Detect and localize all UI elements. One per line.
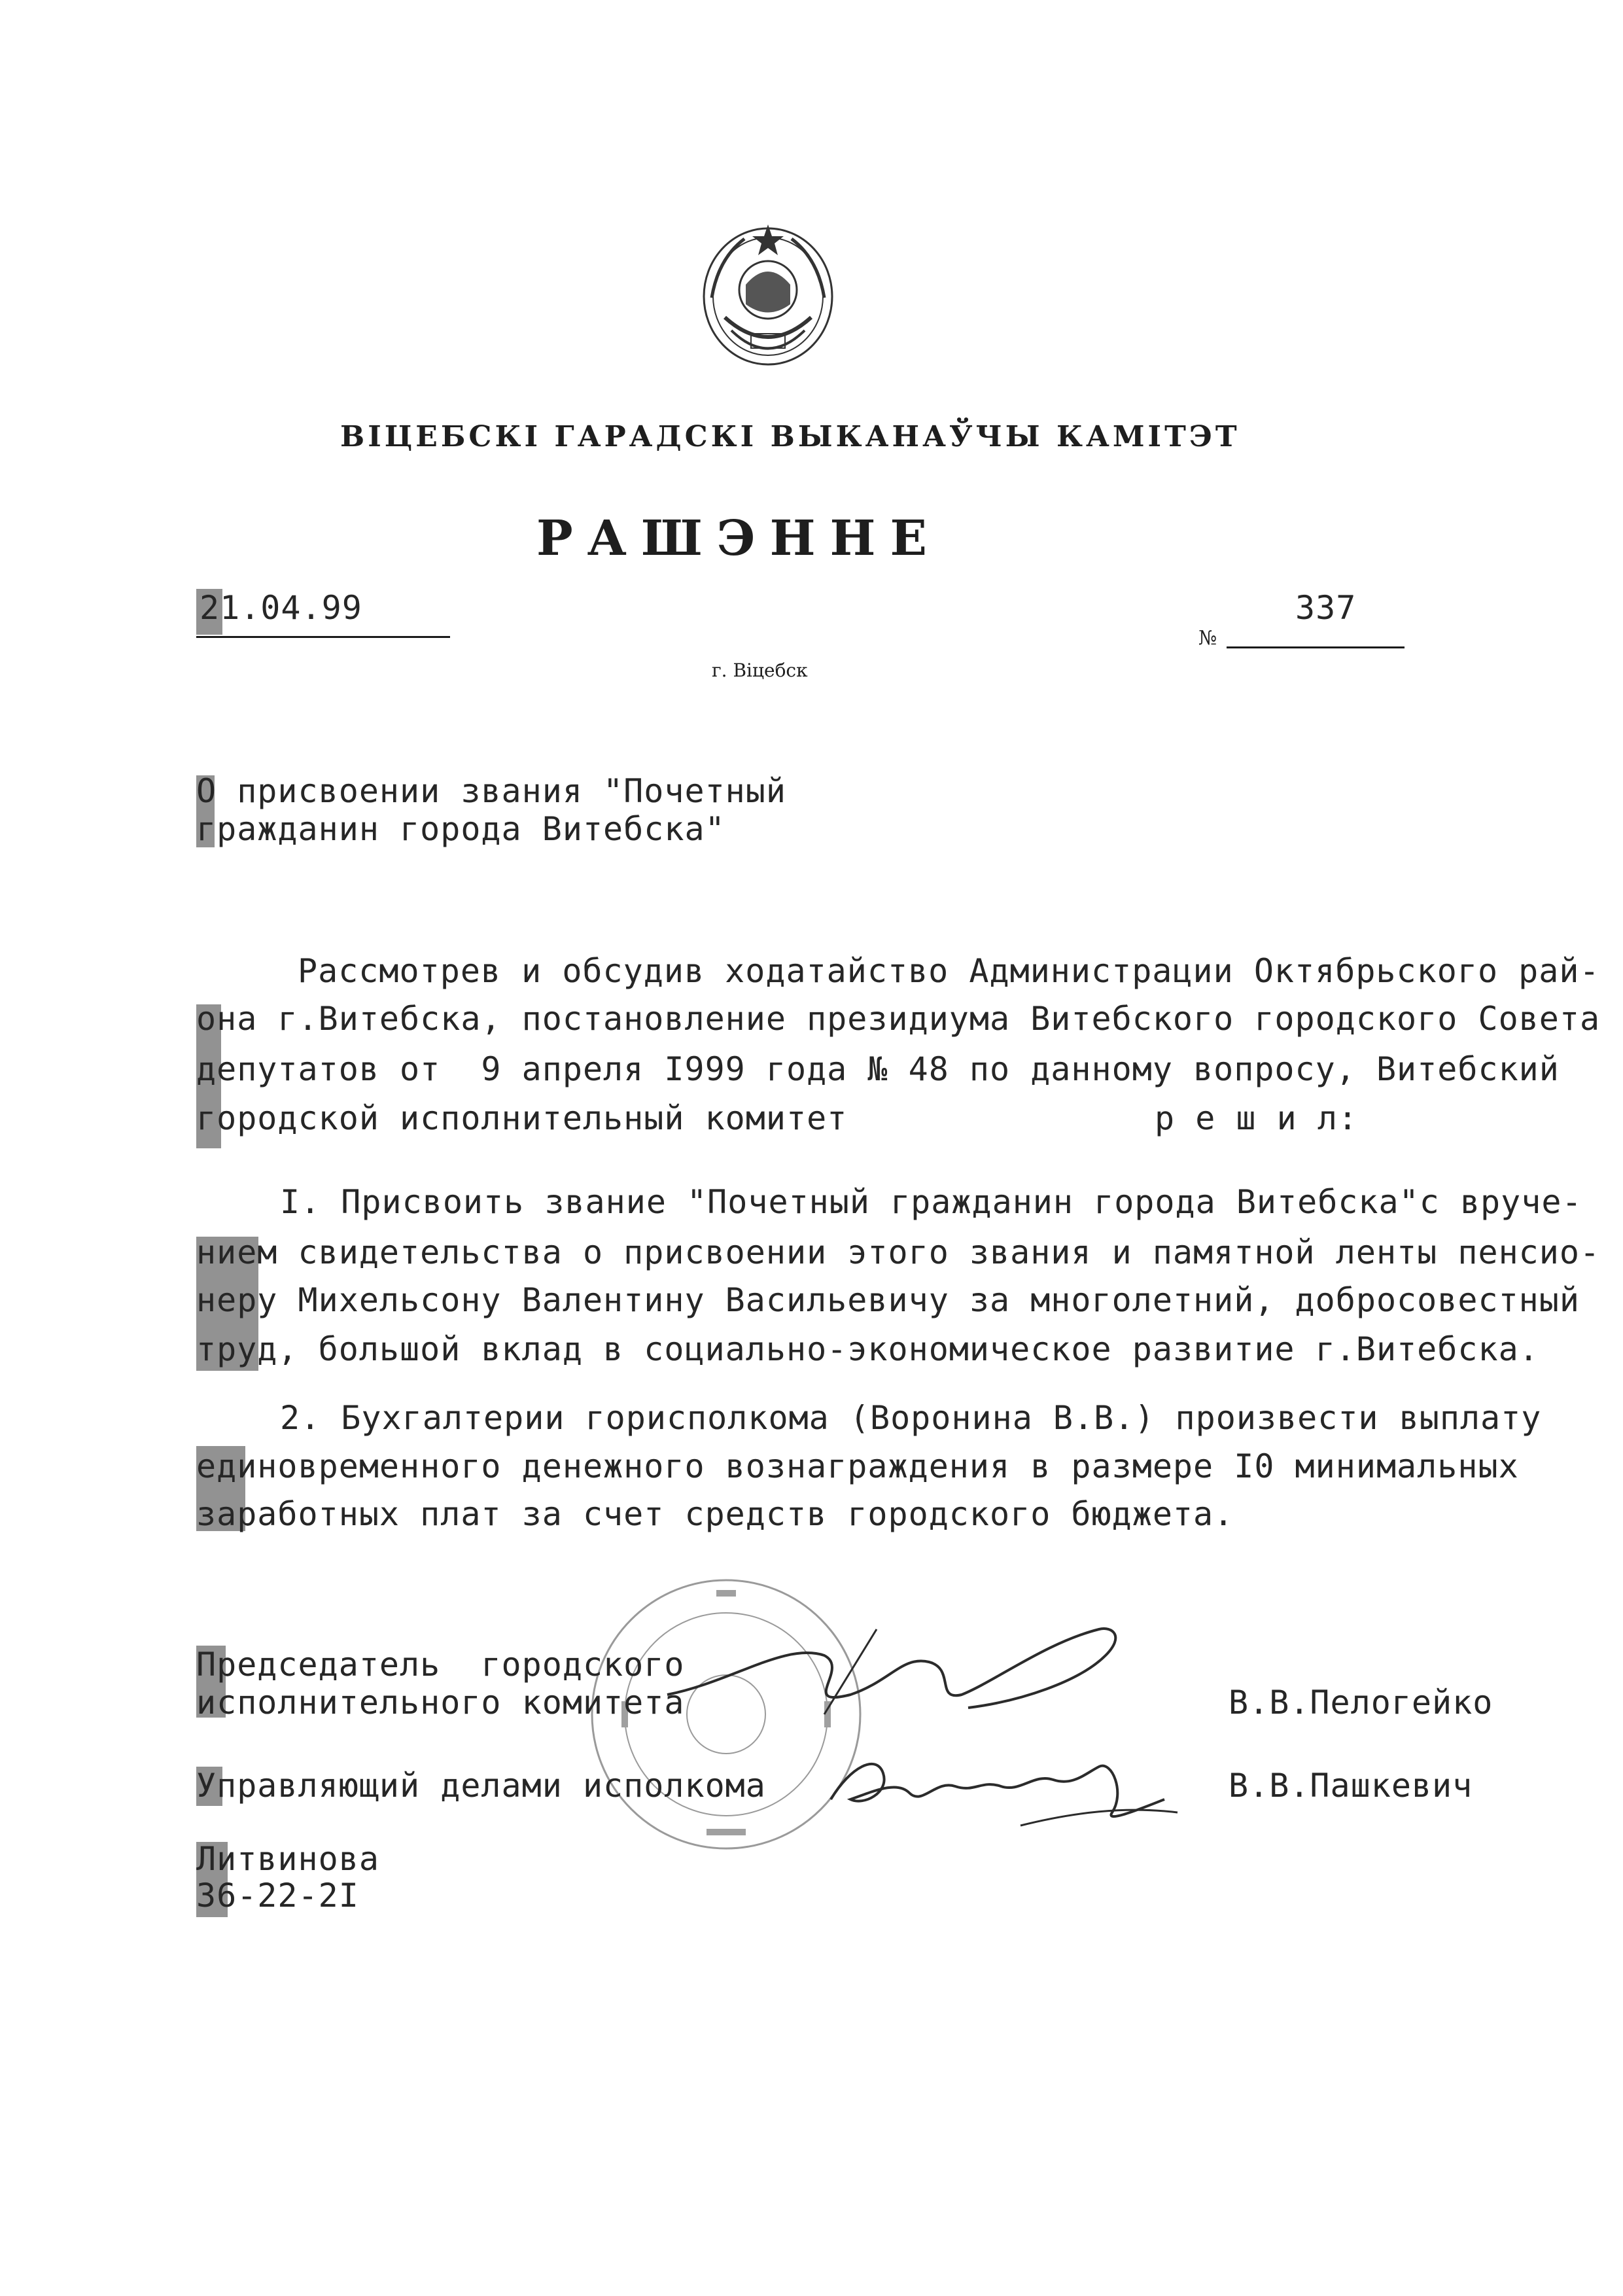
executor-name: Литвинова <box>196 1840 379 1878</box>
item-2-line: единовременного денежного вознаграждения в размере I0 минимальных <box>196 1447 1519 1485</box>
body-intro-line: депутатов от 9 апреля I999 года № 48 по данному вопросу, Витебский <box>196 1050 1560 1088</box>
body-intro-line: она г.Витебска, постановление президиума Витебского городского Совета <box>196 1000 1601 1038</box>
committee-name: ВІЦЕБСКІ ГАРАДСКІ ВЫКАНАЎЧЫ КАМІТЭТ <box>340 420 1240 453</box>
item-1-line: неру Михельсону Валентину Васильевичу за многолетний, добросовестный <box>196 1281 1580 1319</box>
manager-name: В.В.Пашкевич <box>1229 1767 1473 1805</box>
handwritten-signature-icon <box>824 1740 1191 1832</box>
body-intro-line: городской исполнительный комитет <box>196 1099 848 1137</box>
subject-line-2: гражданин города Витебска" <box>196 810 725 848</box>
city-name: г. Віцебск <box>712 660 808 681</box>
belarus-coat-of-arms-icon <box>699 219 837 370</box>
number-underline <box>1227 646 1405 648</box>
date-underline <box>196 636 450 638</box>
item-2-line: заработных плат за счет средств городского бюджета. <box>196 1495 1234 1533</box>
manager-title: Управляющий делами исполкома <box>196 1767 766 1805</box>
subject-line-1: О присвоении звания "Почетный <box>196 772 786 810</box>
chair-title-line-1: Председатель городского <box>196 1646 685 1684</box>
item-1-line: нием свидетельства о присвоении этого звания и памятной ленты пенсио- <box>196 1233 1601 1271</box>
item-1-line: труд, большой вклад в социально-экономическое развитие г.Витебска. <box>196 1330 1539 1368</box>
body-intro-line: Рассмотрев и обсудив ходатайство Администрации Октябрьского рай- <box>298 952 1600 990</box>
chair-title-line-2: исполнительного комитета <box>196 1684 685 1722</box>
document-date: 21.04.99 <box>200 589 362 627</box>
number-label: № <box>1198 627 1217 650</box>
document-number: 337 <box>1295 589 1357 627</box>
item-1-line: I. Присвоить звание "Почетный гражданин города Витебска"с вруче- <box>280 1183 1582 1221</box>
chair-name: В.В.Пелогейко <box>1229 1684 1493 1722</box>
handwritten-signature-icon <box>654 1616 1138 1734</box>
executor-phone: 36-22-2I <box>196 1877 359 1915</box>
decided-word: р е ш и л: <box>1155 1099 1359 1137</box>
item-2-line: 2. Бухгалтерии горисполкома (Воронина В.В.) произвести выплату <box>280 1399 1542 1437</box>
document-type-title: РАШЭННЕ <box>536 510 941 567</box>
